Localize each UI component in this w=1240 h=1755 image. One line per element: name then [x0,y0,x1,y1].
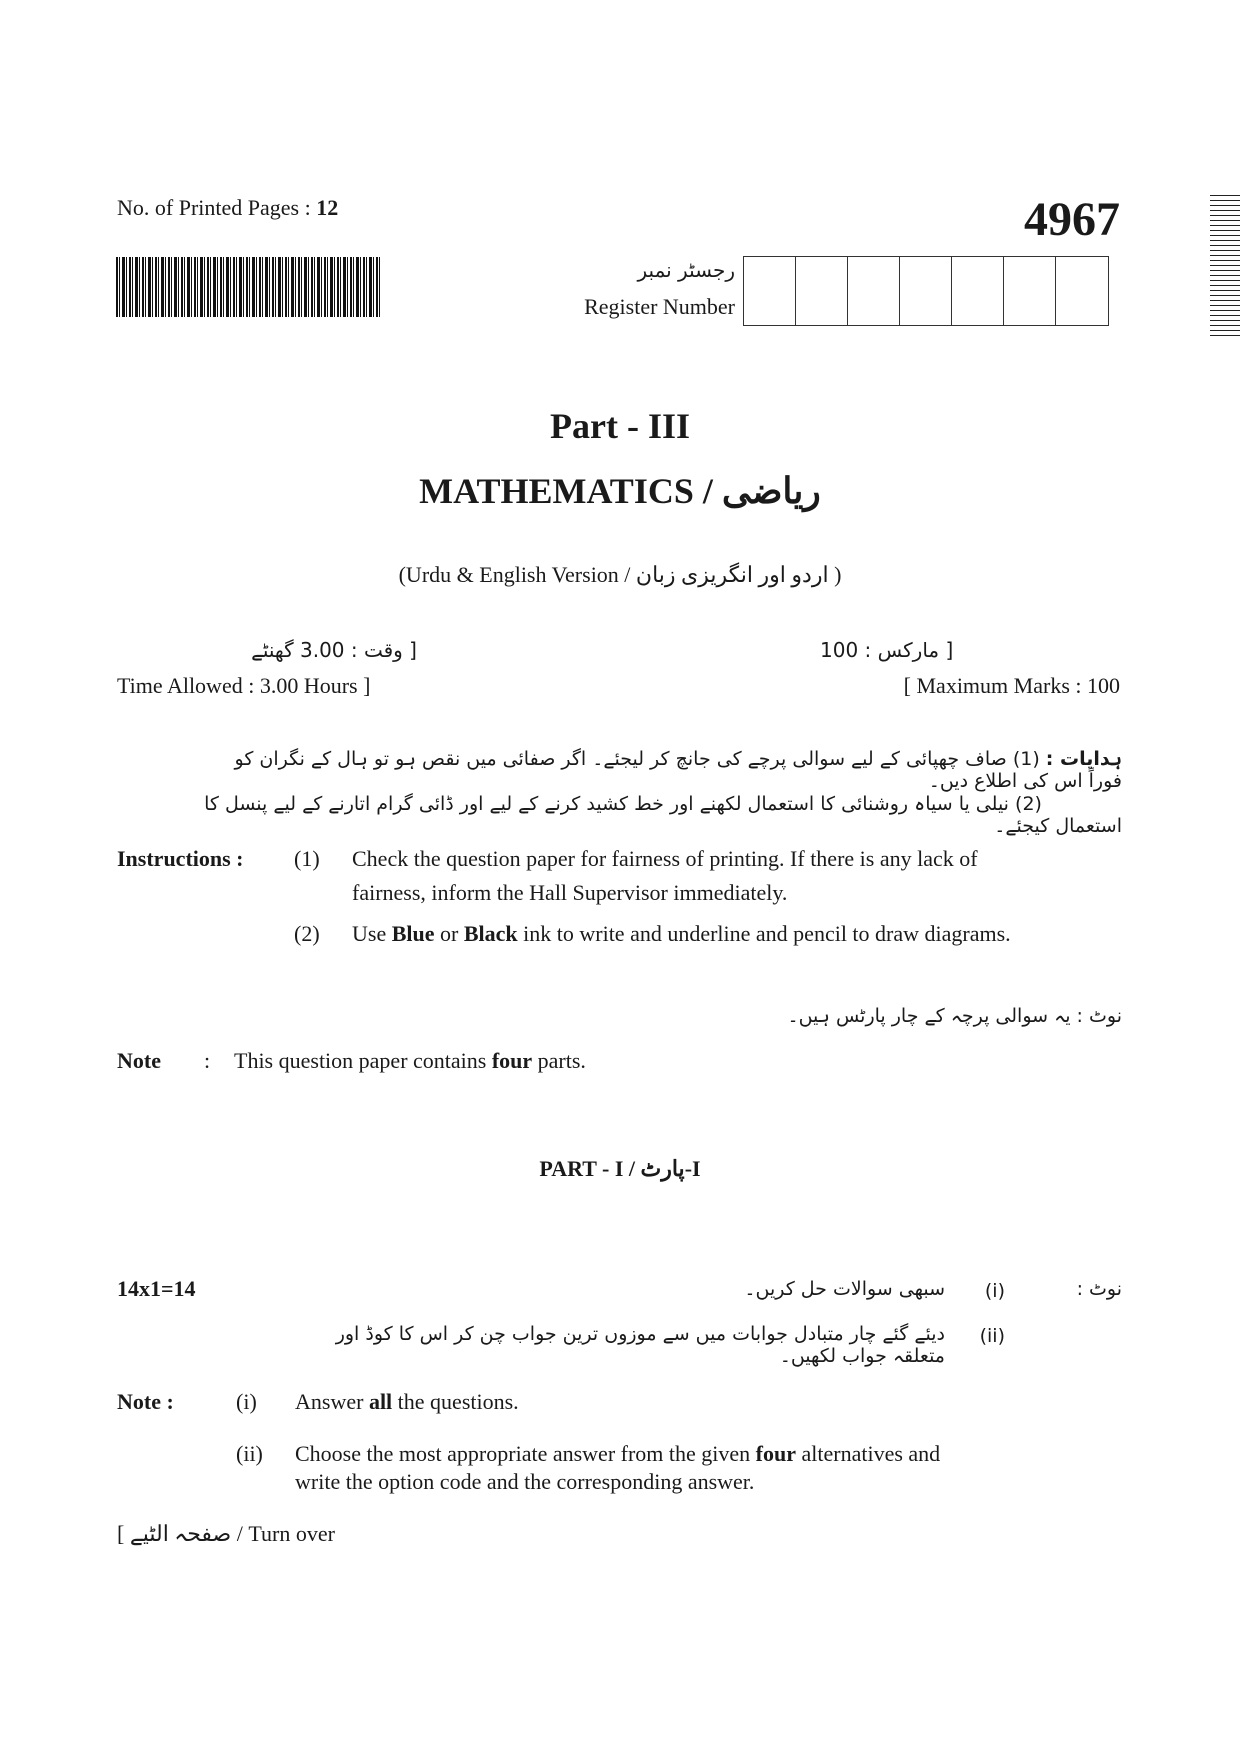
register-digit-box[interactable] [744,257,796,325]
part-one-heading: PART - I / پارٹ-I [539,1156,701,1181]
register-digit-box[interactable] [1056,257,1108,325]
register-digit-box[interactable] [952,257,1004,325]
urdu-instruction-text: صاف چھپائی کے لیے سوالی پرچے کی جانچ کر لیجئے۔ اگر صفائی میں نقص ہو تو ہال کے نگران کو فوراً اس کی اطلاع دیں۔ [234,748,1122,792]
instruction-2-text [352,921,1011,947]
note-text [234,1048,586,1074]
part-title: Part - III [550,406,690,446]
marks-urdu: [ مارکس : 100 [820,638,954,662]
register-digit-box[interactable] [848,257,900,325]
subject-title: MATHEMATICS / ریاضی [419,471,821,511]
urdu-instruction-2 [200,793,1122,837]
instruction-1-line1: Check the question paper for fairness of printing. If there is any lack of [352,846,978,871]
urdu-instructions-label: ہدایات : [1045,748,1122,770]
part-one-note-ii-line2: write the option code and the corresponding answer. [295,1469,755,1494]
urdu-item-num: (ii) [979,1325,1005,1347]
printed-pages-value: 12 [316,195,339,220]
urdu-instruction-num: (1) [1012,748,1040,770]
version-line: (Urdu & English Version / اردو اور انگریزی زبان ) [398,562,842,587]
part-one-note-urdu-label: نوٹ : [1076,1278,1122,1300]
time-allowed: Time Allowed : 3.00 Hours ] [117,673,371,698]
part-one-note-i-num: (i) [236,1389,257,1414]
time-urdu: [ وقت : 3.00 گھنٹے [251,638,417,662]
turn-over: [ صفحہ الٹیے / Turn over [117,1521,335,1546]
part-one-note-label: Note : [117,1389,174,1414]
note-colon: : [204,1048,211,1073]
side-barcode-strip [1210,195,1240,340]
text-segment: ink to write and underline and pencil to draw diagrams. [517,921,1011,946]
urdu-instruction-num: (2) [1015,793,1042,815]
instructions-label: Instructions : [117,846,244,871]
printed-pages-label: No. of Printed Pages : [117,195,317,220]
part-one-note-ii-line1 [295,1441,940,1467]
instruction-1-line2: fairness, inform the Hall Supervisor immediately. [352,880,788,905]
part-one-note-ii-num: (ii) [236,1441,263,1466]
register-number-boxes[interactable] [743,256,1109,326]
urdu-instruction-1 [200,748,1122,792]
note-urdu: نوٹ : یہ سوالی پرچہ کے چار پارٹس ہیں۔ [787,1005,1122,1027]
part-one-note-i-text [295,1389,519,1415]
text-segment: or [434,921,464,946]
register-digit-box[interactable] [796,257,848,325]
text-segment: Blue [391,921,435,946]
text-segment: alternatives and [796,1441,941,1466]
text-segment: the questions. [392,1389,519,1414]
note-label: Note [117,1048,161,1073]
instruction-2-num: (2) [294,921,320,946]
register-digit-box[interactable] [1004,257,1056,325]
text-segment: Choose the most appropriate answer from the given [295,1441,756,1466]
text-segment: This question paper contains [234,1048,492,1073]
text-segment: Answer [295,1389,369,1414]
urdu-item-num: (i) [984,1280,1005,1302]
text-segment: Use [352,921,392,946]
register-digit-box[interactable] [900,257,952,325]
printed-pages [117,195,338,221]
urdu-item-text: سبھی سوالات حل کریں۔ [744,1278,945,1300]
paper-code: 4967 [1024,193,1120,246]
text-segment: parts. [532,1048,586,1073]
instruction-1-num: (1) [294,846,320,871]
text-segment: Black [463,921,518,946]
text-segment: four [491,1048,533,1073]
text-segment: all [368,1389,393,1414]
urdu-item-text: دیئے گئے چار متبادل جوابات میں سے موزوں ترین جواب چن کر اس کا کوڈ اور متعلقہ جواب لکھیں۔ [335,1323,945,1367]
text-segment: four [755,1441,796,1466]
barcode-image [116,257,381,317]
urdu-instruction-text: نیلی یا سیاہ روشنائی کا استعمال لکھنے اور خط کشید کرنے کے لیے اور ڈائی گرام اتارنے کے لیے پنسل کا استعمال کیجئے۔ [204,793,1122,837]
part-one-marks: 14x1=14 [117,1276,196,1301]
register-label: Register Number [584,294,735,319]
maximum-marks: [ Maximum Marks : 100 [903,673,1120,698]
register-label-urdu: رجسٹر نمبر [637,258,735,282]
